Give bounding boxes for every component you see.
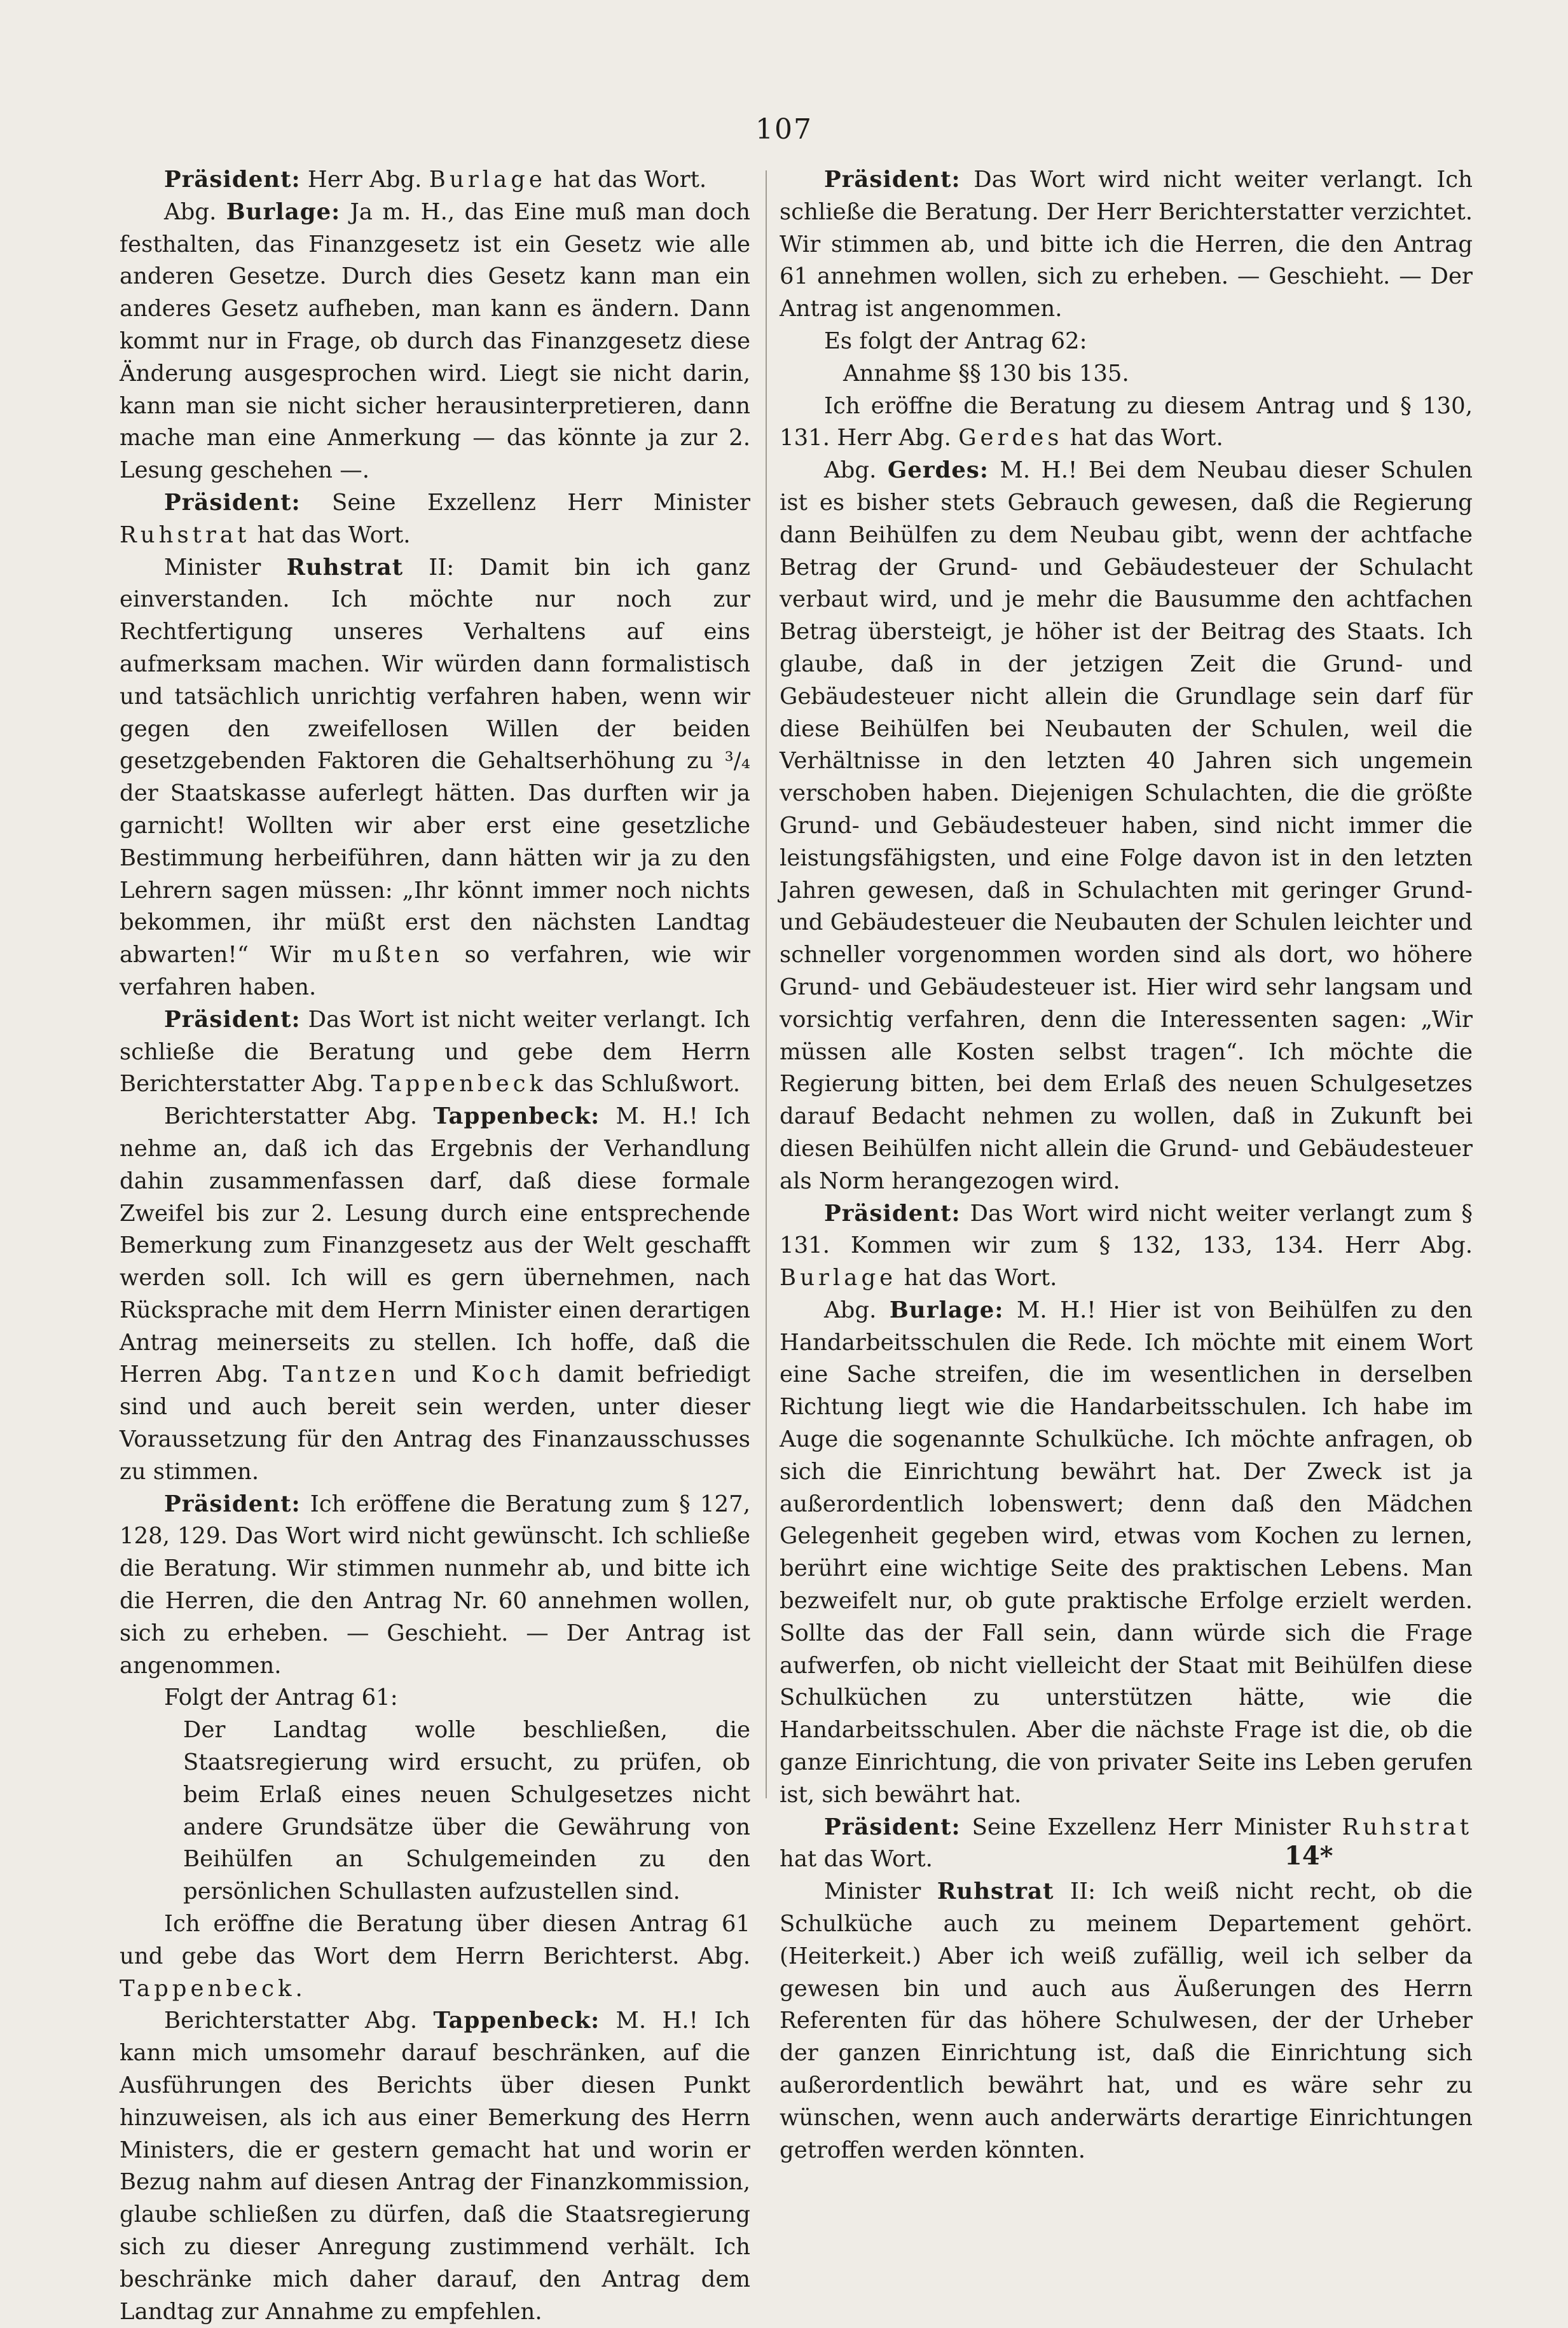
speaker-label: Präsident: <box>824 1814 961 1840</box>
paragraph-text: M. H.! Bei dem Neubau dieser Schulen ist es bisher stets Gebrauch gewesen, daß die Regierung dann Beihülfen zu dem Neubau gibt, wenn der achtfache Betrag der Grund- und Gebäudesteuer der Schulacht verbaut wird, und je mehr die Bausumme den achtfachen Betrag übersteigt, je höher ist der Beitrag des Staats. Ich glaube, daß in der jetzigen Zeit die Grund- und Gebäudesteuer nicht allein die Grundlage sein darf für diese Beihülfen bei Neubauten der Schulen, weil die Verhältnisse in den letzten 40 Jahren sich ungemein verschoben haben. Diejenigen Schulachten, die die größte Grund- und Gebäudesteuer haben, sind nicht immer die leistungsfähigsten, und eine Folge davon ist in den letzten Jahren gewesen, daß in Schulachten mit geringer Grund- und Gebäudesteuer die Neubauten der Schulen leichter und schneller vorgenommen worden sind als dort, wo höhere Grund- und Gebäudesteuer ist. Hier wird sehr langsam und vorsichtig verfahren, denn die Interessenten sagen: „Wir müssen alle Kosten selbst tragen“. Ich möchte die Regierung bitten, bei dem Erlaß des neuen Schulgesetzes darauf Bedacht nehmen zu wollen, daß in Zukunft bei diesen Beihülfen nicht allein die Grund- und Gebäudesteuer als Norm herangezogen wird. <box>780 457 1473 1194</box>
paragraph-text: Ich eröffne die Beratung über diesen Antrag 61 und gebe das Wort dem Herrn Berichterst. Abg. <box>120 1911 750 1969</box>
paragraph-text: M. H.! Ich kann mich umsomehr darauf beschränken, auf die Ausführungen des Berichts über diesen Punkt hinzuweisen, als ich aus einer Bemerkung des Herrn Ministers, die er gestern gemacht hat und worin er Bezug nahm auf diesen Antrag der Finanzkommission, glaube schließen zu dürfen, daß die Staatsregierung sich zu dieser Anregung zustimmend verhält. Ich beschränke mich daher darauf, den Antrag dem Landtag zur Annahme zu empfehlen. <box>120 2008 750 2325</box>
paragraph-text: Folgt der Antrag 61: <box>164 1684 398 1711</box>
page-number: 107 <box>755 113 813 146</box>
paragraph <box>780 358 1473 390</box>
speaker-label: Burlage: <box>226 198 341 225</box>
spaced-name: Koch <box>471 1361 544 1388</box>
spaced-name: Burlage <box>429 167 546 193</box>
paragraph-text: hat das Wort. <box>553 167 707 193</box>
paragraph-text: II: Damit bin ich ganz einverstanden. Ich möchte nur noch zur Rechtfertigung unseres Verhaltens auf eins aufmerksam machen. Wir würden dann formalistisch und tatsächlich unrichtig verfahren haben, wenn wir gegen den zweifellosen Willen der beiden gesetzgebenden Faktoren die Gehaltserhöhung zu ³/₄ der Staatskasse auferlegt hätten. Das durften wir ja garnicht! Wollten wir aber erst eine gesetzliche Bestimmung herbeiführen, dann hätten wir ja zu den Lehrern sagen müssen: „Ihr könnt immer noch nichts bekommen, ihr müßt erst den nächsten Landtag abwarten!“ Wir <box>120 554 750 968</box>
paragraph <box>120 1682 750 1714</box>
paragraph-text: Herr Abg. <box>307 167 422 193</box>
paragraph-text: Abg. <box>824 1297 877 1323</box>
left-column <box>120 164 750 2328</box>
paragraph <box>780 1295 1473 1812</box>
spaced-name: Burlage <box>780 1265 897 1291</box>
paragraph-text: M. H.! Hier ist von Beihülfen zu den Handarbeitsschulen die Rede. Ich möchte mit einem Wort eine Sache streifen, die im wesentlichen in derselben Richtung liegt wie die Handarbeitsschulen. Ich habe im Auge die sogenannte Schulküche. Ich möchte anfragen, ob sich die Einrichtung bewährt hat. Der Zweck ist ja außerordentlich lobenswert; denn daß den Mädchen Gelegenheit gegeben wird, etwas vom Kochen zu lernen, berührt eine wichtige Seite des praktischen Lebens. Man bezweifelt nur, ob gute praktische Erfolge erzielt werden. Sollte das der Fall sein, dann würde sich die Frage aufwerfen, ob nicht vielleicht der Staat mit Beihülfen diese Schulküchen zu unterstützen hätte, wie die Handarbeitsschulen. Aber die nächste Frage ist die, ob die ganze Einrichtung, die von privater Seite ins Leben gerufen ist, sich bewährt hat. <box>780 1297 1473 1808</box>
paragraph-text: Berichterstatter Abg. <box>164 1103 418 1130</box>
paragraph-text: M. H.! Ich nehme an, daß ich das Ergebnis der Verhandlung dahin zusammenfassen darf, daß diese formale Zweifel bis zur 2. Lesung durch eine entsprechende Bemerkung zum Finanzgesetz aus der Welt geschafft werden soll. Ich will es gern übernehmen, nach Rücksprache mit dem Herrn Minister einen derartigen Antrag meinerseits zu stellen. Ich hoffe, daß die Herren Abg. <box>120 1103 750 1388</box>
paragraph-text: hat das Wort. <box>904 1265 1057 1291</box>
paragraph <box>780 1812 1473 1877</box>
paragraph-text: Das Wort wird nicht weiter verlangt zum § 131. Kommen wir zum § 132, 133, 134. Herr Abg. <box>780 1200 1473 1259</box>
paragraph-text: Abg. <box>164 198 217 225</box>
speaker-label: Präsident: <box>164 1491 301 1517</box>
paragraph <box>780 164 1473 326</box>
spaced-name: Ruhstrat <box>1342 1814 1473 1840</box>
paragraph <box>120 1489 750 1683</box>
spaced-name: mußten <box>332 942 443 968</box>
paragraph <box>120 2005 750 2328</box>
speaker-label: Tappenbeck: <box>433 2008 600 2034</box>
paragraph <box>780 455 1473 1197</box>
paragraph <box>120 196 750 487</box>
paragraph-text: Abg. <box>824 457 877 484</box>
paragraph <box>780 326 1473 358</box>
right-column <box>780 164 1473 2166</box>
paragraph-text: das Schlußwort. <box>554 1071 741 1098</box>
paragraph <box>780 390 1473 455</box>
paragraph-text: Ich eröffne die Beratung zu diesem Antrag und § 130, 131. Herr Abg. <box>780 392 1473 451</box>
speaker-label: Präsident: <box>824 167 961 193</box>
spaced-name: Ruhstrat <box>120 521 251 548</box>
paragraph-text: Das Wort wird nicht weiter verlangt. Ich schließe die Beratung. Der Herr Berichterstatter verzichtet. Wir stimmen ab, und bitte ich die Herren, die den Antrag 61 annehmen wollen, sich zu erheben. — Geschieht. — Der Antrag ist angenommen. <box>780 167 1473 322</box>
paragraph <box>120 552 750 1004</box>
paragraph-text: hat das Wort. <box>257 521 411 548</box>
paragraph <box>780 1876 1473 2166</box>
paragraph <box>120 164 750 196</box>
speaker-label: Präsident: <box>824 1200 961 1227</box>
paragraph-text: Minister <box>824 1878 921 1905</box>
paragraph <box>780 1198 1473 1295</box>
paragraph <box>120 1101 750 1489</box>
paragraph-text: hat das Wort. <box>780 1846 933 1873</box>
paragraph-text: Seine Exzellenz Herr Minister <box>332 489 750 516</box>
speaker-label: Ruhstrat <box>937 1878 1054 1905</box>
paragraph <box>120 1004 750 1101</box>
paragraph-text: Der Landtag wolle beschließen, die Staatsregierung wird ersucht, zu prüfen, ob beim Erlaß eines neuen Schulgesetzes nicht andere Grundsätze über die Gewährung von Beihülfen an Schulgemeinden zu den persönlichen Schullasten aufzustellen sind. <box>183 1717 750 1905</box>
signature-mark: 14* <box>1284 1841 1333 1871</box>
paragraph-text: Es folgt der Antrag 62: <box>824 327 1087 354</box>
paragraph-text: II: Ich weiß nicht recht, ob die Schulküche auch zu meinem Departement gehört. (Heiterkeit.) Aber ich weiß zufällig, weil ich selber da gewesen bin und auch aus Äußerungen des Herrn Referenten für das höhere Schulwesen, der der Urheber der ganzen Einrichtung ist, daß die Einrichtung sich außerordentlich bewährt hat, und es wäre sehr zu wünschen, wenn auch anderwärts derartige Einrichtungen getroffen werden könnten. <box>780 1878 1473 2163</box>
paragraph <box>120 1714 750 1908</box>
paragraph-text: Berichterstatter Abg. <box>164 2008 418 2034</box>
spaced-name: Tappenbeck. <box>120 1975 306 2002</box>
paragraph-text: so verfahren, wie wir verfahren haben. <box>120 942 750 1000</box>
paragraph-text: und <box>413 1361 458 1388</box>
spaced-name: Tappenbeck <box>371 1071 547 1098</box>
speaker-label: Präsident: <box>164 1006 301 1033</box>
column-divider <box>766 170 767 1798</box>
paragraph-text: hat das Wort. <box>1069 425 1223 451</box>
paragraph <box>120 487 750 552</box>
speaker-label: Präsident: <box>164 489 301 516</box>
paragraph-text: Ja m. H., das Eine muß man doch festhalten, das Finanzgesetz ist ein Gesetz wie alle anderen Gesetze. Durch dies Gesetz kann man ein anderes Gesetz aufheben, man kann es ändern. Dann kommt nur in Frage, ob durch das Finanzgesetz diese Änderung ausgesprochen wird. Liegt sie nicht darin, kann man sie nicht sicher herausinterpretieren, dann mache man eine Anmerkung — das könnte ja zur 2. Lesung geschehen —. <box>120 198 750 484</box>
spaced-name: Gerdes <box>958 425 1063 451</box>
paragraph-text: Minister <box>164 554 261 581</box>
paragraph-text: Das Wort ist nicht weiter verlangt. Ich schließe die Beratung und gebe dem Herrn Berichterstatter Abg. <box>120 1006 750 1098</box>
paragraph-text: Ich eröffene die Beratung zum § 127, 128, 129. Das Wort wird nicht gewünscht. Ich schließe die Beratung. Wir stimmen nunmehr ab, und bitte ich die Herren, die den Antrag Nr. 60 annehmen wollen, sich zu erheben. — Geschieht. — Der Antrag ist angenommen. <box>120 1491 750 1679</box>
paragraph-text: Annahme §§ 130 bis 135. <box>843 360 1129 387</box>
speaker-label: Gerdes: <box>887 457 989 484</box>
paragraph-text: Seine Exzellenz Herr Minister <box>972 1814 1331 1840</box>
paragraph <box>120 1908 750 2005</box>
spaced-name: Tantzen <box>282 1361 400 1388</box>
paragraph-text: damit befriedigt sind und auch bereit sein werden, unter dieser Voraussetzung für den Antrag des Finanzausschusses zu stimmen. <box>120 1361 751 1485</box>
speaker-label: Präsident: <box>164 167 301 193</box>
speaker-label: Tappenbeck: <box>433 1103 600 1130</box>
speaker-label: Burlage: <box>889 1297 1004 1323</box>
speaker-label: Ruhstrat <box>286 554 404 581</box>
